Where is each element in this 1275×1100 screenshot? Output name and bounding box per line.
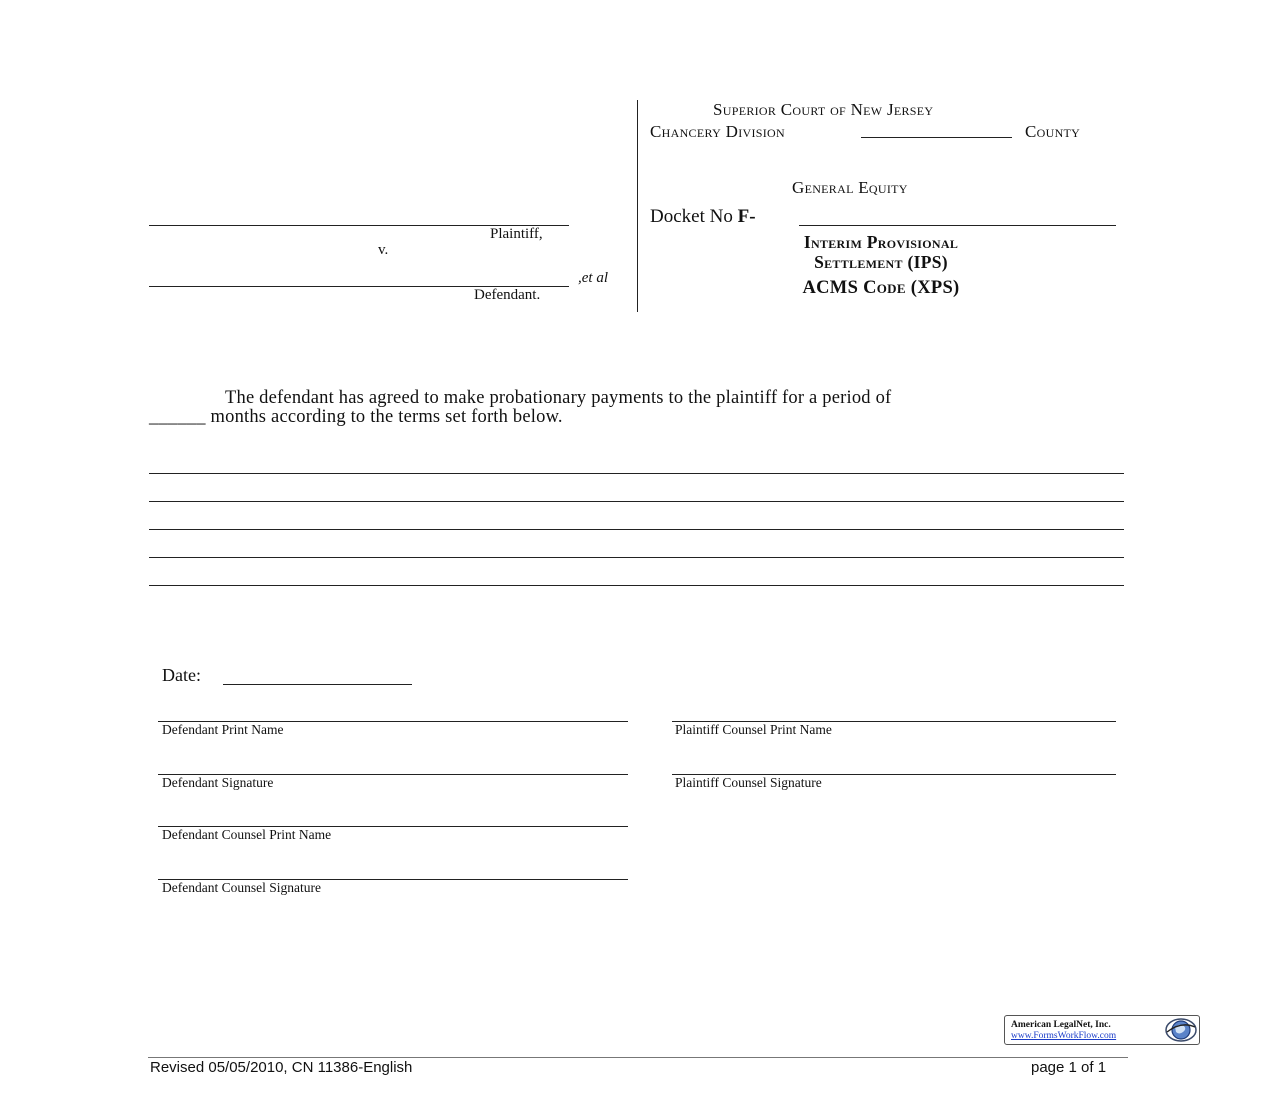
- acms-code: ACMS Code (XPS): [802, 278, 960, 298]
- docket-number-line[interactable]: [799, 225, 1116, 226]
- defendant-counsel-signature-label: Defendant Counsel Signature: [162, 880, 321, 895]
- county-name-line[interactable]: [861, 137, 1012, 138]
- defendant-label: Defendant.: [474, 287, 541, 303]
- plaintiff-label: Plaintiff,: [490, 226, 543, 242]
- terms-line-1[interactable]: [149, 473, 1124, 474]
- terms-paragraph-line2: [149, 408, 563, 427]
- defendant-print-name-label: Defendant Print Name: [162, 722, 284, 737]
- form-title-line2: Settlement (IPS): [814, 252, 948, 272]
- revision-note: Revised 05/05/2010, CN 11386-English: [150, 1059, 413, 1076]
- terms-paragraph-line1: The defendant has agreed to make probationary payments to the plaintiff for a period of: [225, 388, 892, 408]
- months-blank[interactable]: ______: [149, 407, 206, 427]
- footer-rule: [148, 1057, 1128, 1058]
- american-legalnet-logo[interactable]: [1004, 1015, 1200, 1045]
- terms-line-3[interactable]: [149, 529, 1124, 530]
- defendant-signature-label: Defendant Signature: [162, 775, 274, 790]
- form-title-line1: Interim Provisional: [803, 232, 959, 252]
- terms-line-5[interactable]: [149, 585, 1124, 586]
- versus-label: v.: [378, 242, 389, 258]
- docket-no-text: Docket No: [650, 206, 733, 227]
- et-al-label: ,et al: [578, 270, 608, 286]
- terms-line-2[interactable]: [149, 501, 1124, 502]
- logo-url-link[interactable]: www.FormsWorkFlow.com: [1011, 1031, 1117, 1041]
- plaintiff-counsel-signature-label: Plaintiff Counsel Signature: [675, 775, 822, 790]
- logo-company-name: American LegalNet, Inc.: [1011, 1020, 1111, 1030]
- docket-label: [650, 206, 756, 228]
- defendant-counsel-print-name-label: Defendant Counsel Print Name: [162, 827, 332, 842]
- county-label: County: [1025, 122, 1081, 141]
- terms-paragraph-text: months according to the terms set forth below.: [205, 407, 563, 427]
- globe-logo-icon: [1163, 1017, 1197, 1043]
- page-number: page 1 of 1: [1031, 1059, 1107, 1076]
- general-equity-label: General Equity: [792, 178, 908, 197]
- plaintiff-counsel-print-name-label: Plaintiff Counsel Print Name: [675, 722, 832, 737]
- date-line[interactable]: [223, 684, 412, 685]
- date-label: Date:: [162, 665, 201, 685]
- docket-prefix: F-: [737, 206, 756, 227]
- terms-line-4[interactable]: [149, 557, 1124, 558]
- division-label: Chancery Division: [650, 122, 785, 141]
- court-title: Superior Court of New Jersey: [713, 100, 934, 119]
